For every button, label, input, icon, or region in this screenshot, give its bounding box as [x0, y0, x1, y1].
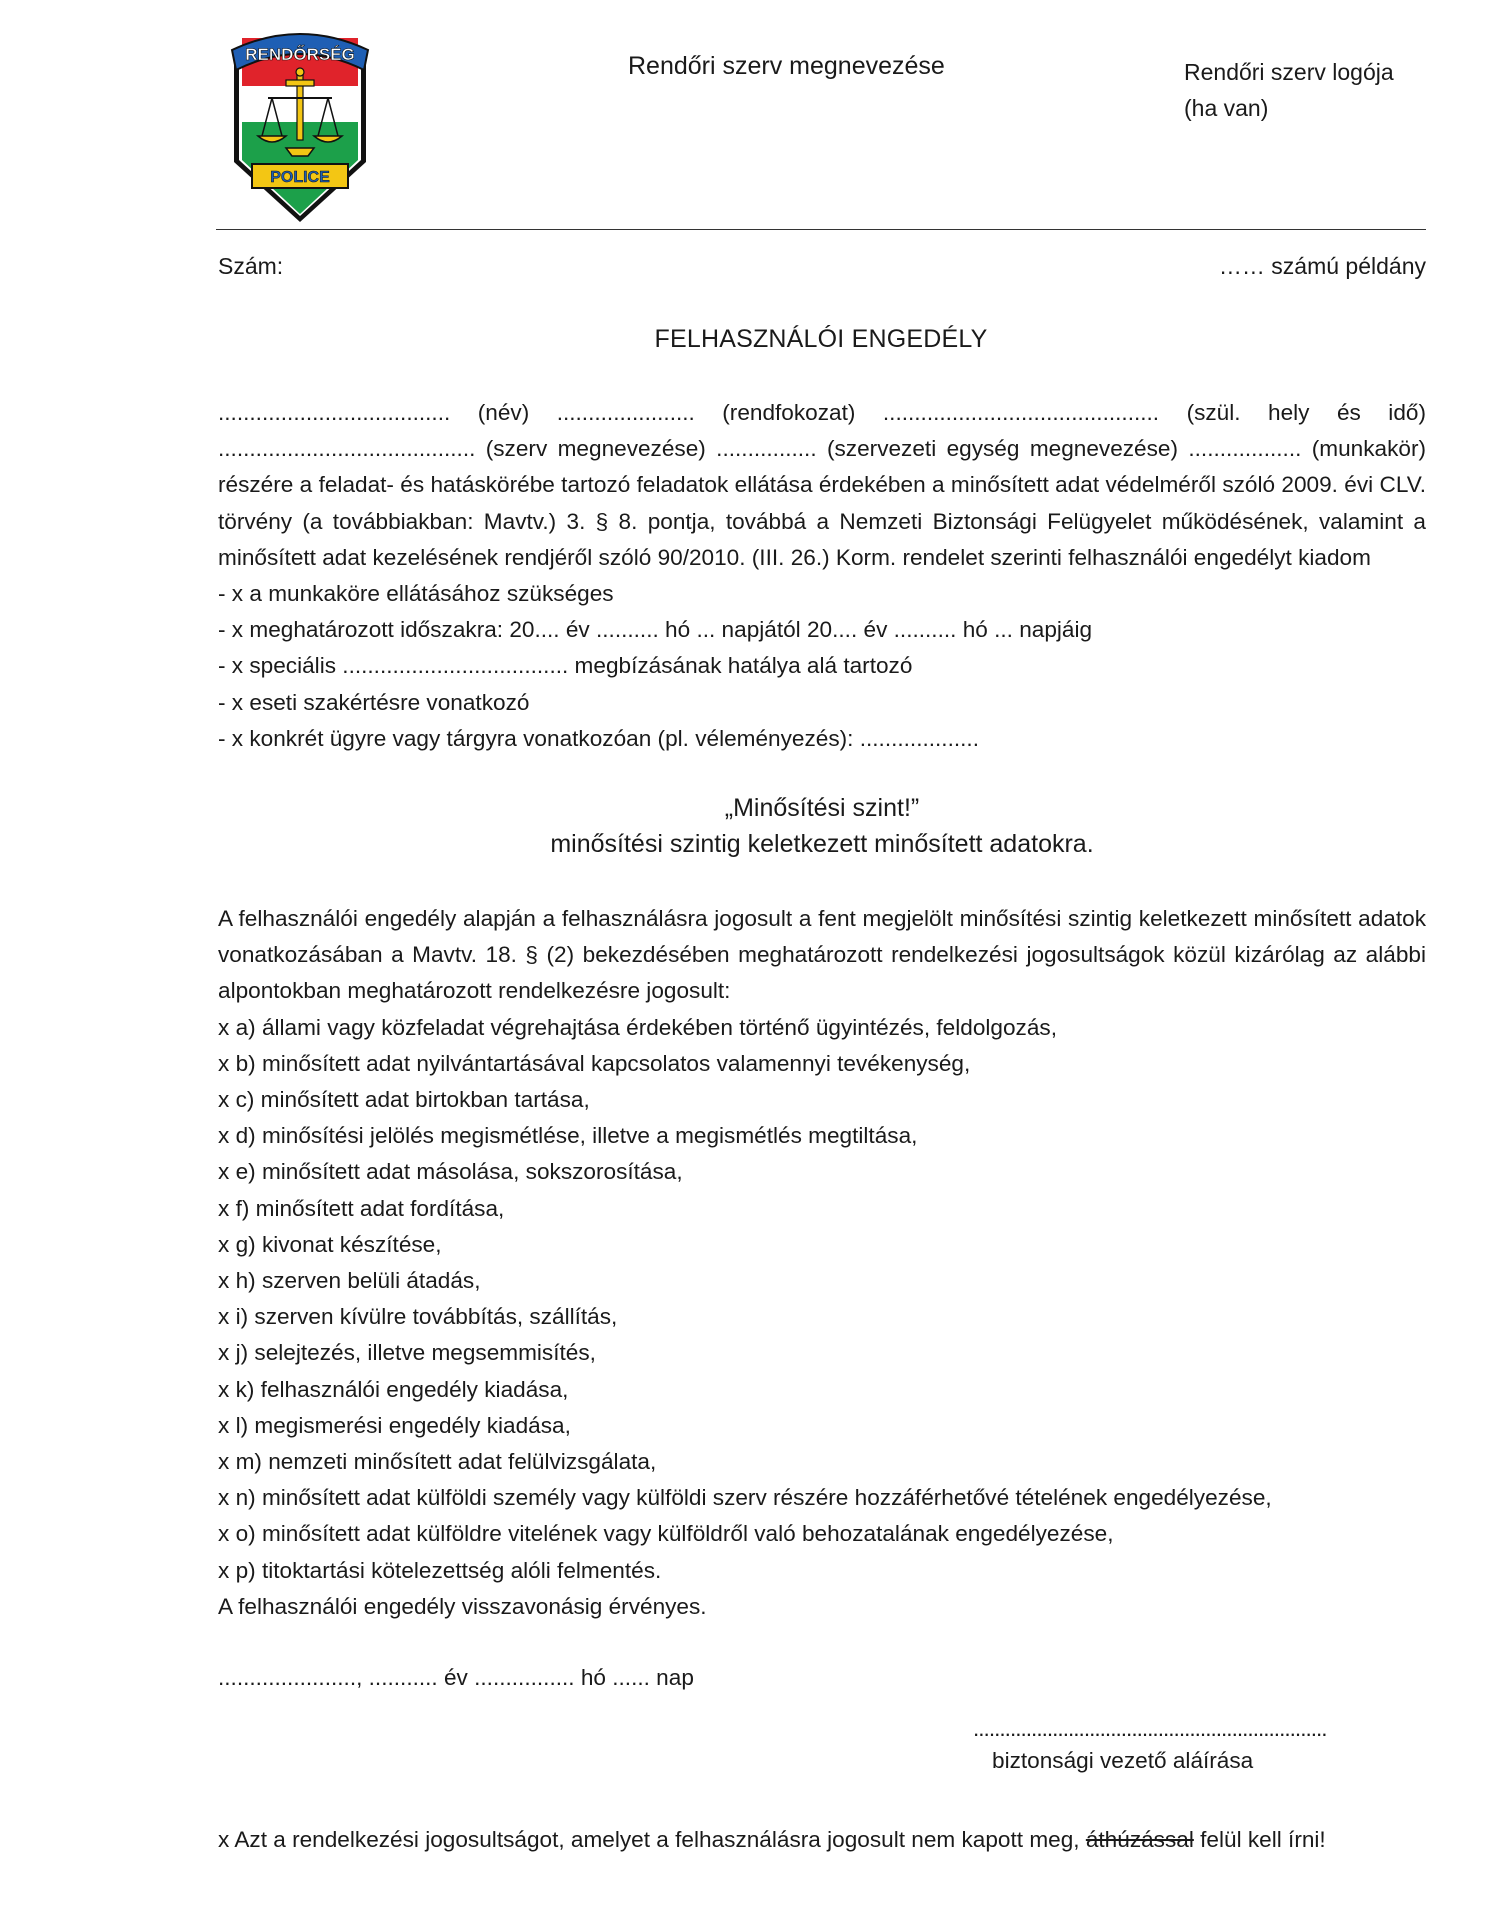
rights-section [218, 901, 1426, 1625]
header-divider [216, 229, 1426, 230]
logo-top-text: RENDŐRSÉG [245, 45, 355, 64]
right-item: x o) minősített adat külföldre vitelének vagy külföldről való behozatalának engedélyezése, [218, 1521, 1114, 1547]
right-item: x f) minősített adat fordítása, [218, 1195, 505, 1221]
option-item: - x a munkaköre ellátásához szükséges [218, 581, 614, 607]
right-item: x g) kivonat készítése, [218, 1231, 442, 1257]
option-item: - x speciális .................................... megbízásának hatálya alá tartozó [218, 653, 913, 679]
option-item: - x meghatározott időszakra: 20.... év .......... hó ... napjától 20.... év .......... hó ... napjáig [218, 617, 1093, 643]
footnote-struck-word: áthúzással [1085, 1827, 1194, 1852]
right-item: x n) minősített adat külföldi személy vagy külföldi szerv részére hozzáférhetővé tételének engedélyezése, [218, 1485, 1272, 1511]
right-item: x k) felhasználói engedély kiadása, [218, 1376, 569, 1402]
copy-label: …… számú példány [1218, 253, 1426, 279]
right-item: x l) megismerési engedély kiadása, [218, 1412, 571, 1438]
number-label: Szám: [218, 253, 284, 279]
footnote [218, 1827, 1326, 1853]
right-item: x a) állami vagy közfeladat végrehajtása érdekében történő ügyintézés, feldolgozás, [218, 1014, 1057, 1040]
intro-section [218, 395, 1426, 757]
right-item: x b) minősített adat nyilvántartásával kapcsolatos valamennyi tevékenység, [218, 1050, 971, 1076]
option-item: - x eseti szakértésre vonatkozó [218, 689, 530, 715]
validity-statement: A felhasználói engedély visszavonásig érvényes. [218, 1593, 707, 1619]
organization-name: Rendőri szerv megnevezése [628, 52, 945, 80]
right-item: x h) szerven belüli átadás, [218, 1268, 481, 1294]
right-item: x e) minősített adat másolása, sokszorosítása, [218, 1159, 683, 1185]
date-line: ......................, ........... év ................ hó ...... nap [218, 1665, 694, 1690]
classification-level [0, 790, 1487, 862]
option-list [218, 576, 1426, 757]
right-item: x j) selejtezés, illetve megsemmisítés, [218, 1340, 596, 1366]
option-item: - x konkrét ügyre vagy tárgyra vonatkozóan (pl. véleményezés): ................... [218, 725, 979, 751]
intro-paragraph: ..................................... (név) ...................... (rendfokozat) ............................................ (szül. hely és idő) ......................................... (szerv megnevezése) ................ (szervezeti egység megnevezése) .................. (munkakör) részére a feladat- és hatáskörébe tartozó feladatok ellátása érdekében a minősített adat védelméről szóló 2009. évi CLV. törvény (a továbbiakban: Mavtv.) 3. § 8. pontja, továbbá a Nemzeti Biztonsági Felügyelet működésének, valamint a minősített adat kezelésének rendjéről szóló 90/2010. (III. 26.) Korm. rendelet szerinti felhasználói engedélyt kiadom [218, 400, 1426, 570]
classification-level-line2: minősítési szintig keletkezett minősített adatokra. [550, 830, 1094, 858]
right-item: x d) minősítési jelölés megismétlése, illetve a megismétlés megtiltása, [218, 1123, 918, 1149]
right-item: x p) titoktartási kötelezettség alóli felmentés. [218, 1557, 662, 1583]
logo-note [1184, 54, 1394, 126]
signature-label: biztonsági vezető aláírása [992, 1748, 1254, 1773]
footnote-text-end: felül kell írni! [1193, 1827, 1326, 1852]
rights-list [218, 1010, 1426, 1589]
logo-note-line2: (ha van) [1184, 95, 1269, 121]
document-title: FELHASZNÁLÓI ENGEDÉLY [654, 325, 988, 353]
police-badge-logo [226, 24, 374, 222]
logo-note-line1: Rendőri szerv logója [1184, 59, 1394, 85]
signature-line: ................................................................... [973, 1716, 1327, 1741]
footnote-text: x Azt a rendelkezési jogosultságot, amelyet a felhasználásra jogosult nem kapott meg, [218, 1827, 1086, 1852]
rights-intro: A felhasználói engedély alapján a felhasználásra jogosult a fent megjelölt minősítési szintig keletkezett minősített adatok vonatkozásában a Mavtv. 18. § (2) bekezdésében meghatározott rendelkezési jogosultságok közül kizárólag az alábbi alpontokban meghatározott rendelkezésre jogosult: [218, 906, 1426, 1004]
classification-level-line1: „Minősítési szint!” [724, 794, 920, 822]
right-item: x c) minősített adat birtokban tartása, [218, 1087, 590, 1113]
logo-bottom-text: POLICE [270, 169, 330, 186]
right-item: x m) nemzeti minősített adat felülvizsgálata, [218, 1449, 657, 1475]
right-item: x i) szerven kívülre továbbítás, szállítás, [218, 1304, 618, 1330]
